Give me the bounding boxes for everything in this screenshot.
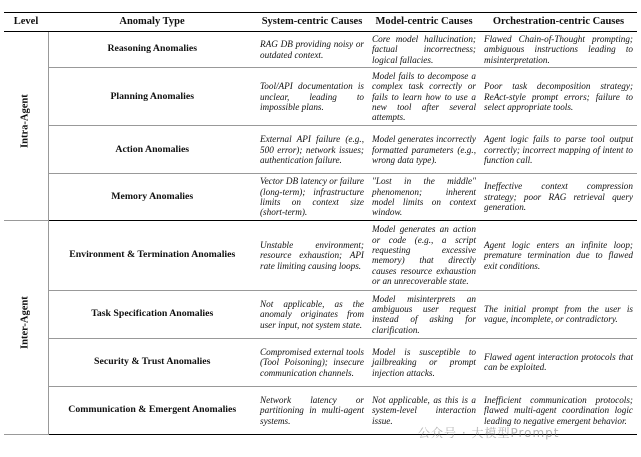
- header-orchestration-causes: Orchestration-centric Causes: [480, 13, 637, 32]
- group-label-intra-agent: Intra-Agent: [19, 94, 31, 148]
- orchestration-cause-cell: Agent logic fails to parse tool output correctly; incorrect mapping of intent to function call.: [480, 126, 637, 174]
- orchestration-cause-cell: Flawed agent interaction protocols that can be exploited.: [480, 338, 637, 386]
- table-row: [4, 220, 637, 290]
- orchestration-cause-cell: Inefficient communication protocols; flawed multi-agent coordination logic leading to negative emergent behavior.: [480, 386, 637, 434]
- system-cause-cell: Network latency or partitioning in multi-agent systems.: [256, 386, 368, 434]
- model-cause-cell: Not applicable, as this is a system-level interaction issue.: [368, 386, 480, 434]
- table-row: [4, 174, 637, 221]
- group-label-cell: [4, 32, 48, 221]
- model-cause-cell: Core model hallucination; factual incorrectness; logical fallacies.: [368, 32, 480, 68]
- system-cause-cell: RAG DB providing noisy or outdated context.: [256, 32, 368, 68]
- model-cause-cell: Model generates an action or code (e.g., a script requesting excessive memory) that directly causes resource exhaustion or an unrecoverable state.: [368, 220, 480, 290]
- header-model-causes: Model-centric Causes: [368, 13, 480, 32]
- anomaly-causes-table: [4, 12, 637, 435]
- system-cause-cell: Not applicable, as the anomaly originates from user input, not system state.: [256, 290, 368, 338]
- orchestration-cause-cell: Flawed Chain-of-Thought prompting; ambiguous instructions leading to misinterpretation.: [480, 32, 637, 68]
- watermark: 公众号 · 大模型Prompt: [418, 426, 560, 440]
- table-row: [4, 68, 637, 126]
- system-cause-cell: External API failure (e.g., 500 error); network issues; authentication failure.: [256, 126, 368, 174]
- table-header-row: [4, 13, 637, 32]
- table-row: [4, 290, 637, 338]
- header-anomaly-type: Anomaly Type: [48, 13, 256, 32]
- anomaly-type-cell: Environment & Termination Anomalies: [48, 220, 256, 290]
- orchestration-cause-cell: Poor task decomposition strategy; ReAct-style prompt errors; failure to select appropriate tools.: [480, 68, 637, 126]
- system-cause-cell: Unstable environment; resource exhaustion; API rate limiting causing loops.: [256, 220, 368, 290]
- model-cause-cell: Model is susceptible to jailbreaking or prompt injection attacks.: [368, 338, 480, 386]
- model-cause-cell: "Lost in the middle" phenomenon; inherent model limits on context window.: [368, 174, 480, 221]
- anomaly-type-cell: Reasoning Anomalies: [48, 32, 256, 68]
- anomaly-type-cell: Communication & Emergent Anomalies: [48, 386, 256, 434]
- table-row: [4, 338, 637, 386]
- model-cause-cell: Model fails to decompose a complex task correctly or fails to learn how to use a new tool after several attempts.: [368, 68, 480, 126]
- model-cause-cell: Model misinterprets an ambiguous user request instead of asking for clarification.: [368, 290, 480, 338]
- header-system-causes: System-centric Causes: [256, 13, 368, 32]
- system-cause-cell: Tool/API documentation is unclear, leading to impossible plans.: [256, 68, 368, 126]
- table-row: [4, 32, 637, 68]
- group-label-inter-agent: Inter-Agent: [19, 296, 31, 350]
- orchestration-cause-cell: The initial prompt from the user is vague, incomplete, or contradictory.: [480, 290, 637, 338]
- system-cause-cell: Compromised external tools (Tool Poisoning); insecure communication channels.: [256, 338, 368, 386]
- table-row: [4, 126, 637, 174]
- group-label-cell: [4, 220, 48, 434]
- anomaly-type-cell: Planning Anomalies: [48, 68, 256, 126]
- anomaly-type-cell: Memory Anomalies: [48, 174, 256, 221]
- anomaly-type-cell: Security & Trust Anomalies: [48, 338, 256, 386]
- model-cause-cell: Model generates incorrectly formatted parameters (e.g., wrong data type).: [368, 126, 480, 174]
- anomaly-type-cell: Task Specification Anomalies: [48, 290, 256, 338]
- system-cause-cell: Vector DB latency or failure (long-term); infrastructure limits on context size (short-term).: [256, 174, 368, 221]
- header-level: Level: [4, 13, 48, 32]
- orchestration-cause-cell: Agent logic enters an infinite loop; premature termination due to flawed exit conditions.: [480, 220, 637, 290]
- orchestration-cause-cell: Ineffective context compression strategy; poor RAG retrieval query generation.: [480, 174, 637, 221]
- anomaly-type-cell: Action Anomalies: [48, 126, 256, 174]
